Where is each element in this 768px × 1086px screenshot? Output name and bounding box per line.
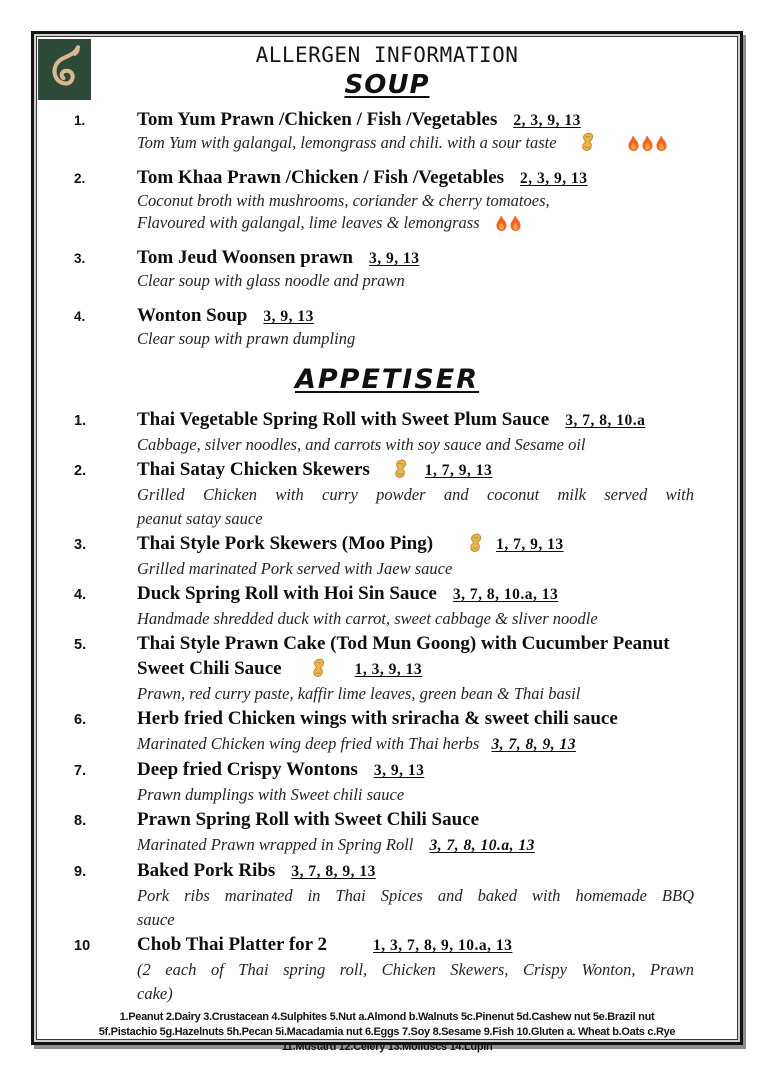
item-number: 3.	[74, 251, 86, 266]
menu-item-appetiser-10	[37, 933, 737, 1006]
peanut-icon	[392, 459, 409, 479]
menu-item-appetiser-4	[37, 582, 737, 631]
item-description: Cabbage, silver noodles, and carrots with soy sauce and Sesame oil	[137, 435, 586, 454]
item-title: Herb fried Chicken wings with sriracha & sweet chili sauce	[137, 708, 618, 729]
spice-level-3	[626, 132, 668, 154]
allergen-legend-line3: 11.Mustard 12.Celery 13.Molluscs 14.Lupin	[281, 1041, 493, 1053]
item-title: Chob Thai Platter for 2	[137, 934, 328, 955]
item-title: Prawn Spring Roll with Sweet Chili Sauce	[137, 809, 480, 830]
flame-icon	[655, 135, 668, 152]
peanut-icon	[579, 132, 596, 152]
allergen-codes: 3, 7, 8, 10.a	[565, 412, 646, 429]
item-description: Grilled marinated Pork served with Jaew sauce	[137, 559, 453, 578]
flame-icon	[641, 135, 654, 152]
item-description: sauce	[137, 910, 175, 929]
menu-item-appetiser-3	[37, 532, 737, 581]
item-description: Grilled Chicken with curry powder and coconut milk served with	[137, 485, 694, 504]
allergen-codes: 3, 7, 8, 10.a, 13	[429, 837, 535, 854]
section-heading-soup: SOUP	[344, 70, 430, 100]
spice-level-2	[494, 212, 522, 234]
item-number: 8.	[74, 813, 87, 829]
menu-item-appetiser-1	[37, 408, 737, 457]
item-title: Duck Spring Roll with Hoi Sin Sauce	[137, 583, 437, 604]
menu-item-appetiser-6	[37, 707, 737, 757]
item-title: Thai Satay Chicken Skewers	[137, 459, 370, 480]
item-number: 4.	[74, 309, 86, 324]
item-title: Tom Khaa Prawn /Chicken / Fish /Vegetables	[137, 167, 505, 188]
item-description: Marinated Prawn wrapped in Spring Roll	[137, 835, 414, 854]
allergen-legend-line2: 5f.Pistachio 5g.Hazelnuts 5h.Pecan 5i.Macadamia nut 6.Eggs 7.Soy 8.Sesame 9.Fish 10.Gluten a. Wheat b.Oats c.Rye	[98, 1026, 676, 1038]
item-description: Clear soup with glass noodle and prawn	[137, 271, 405, 290]
item-title: Baked Pork Ribs	[137, 860, 276, 881]
item-description: (2 each of Thai spring roll, Chicken Skewers, Crispy Wonton, Prawn	[137, 960, 694, 979]
menu-item-soup-4	[37, 304, 737, 350]
flame-icon	[509, 215, 522, 232]
allergen-codes: 3, 7, 8, 9, 13	[291, 863, 376, 880]
peanut-icon	[310, 658, 327, 678]
item-description: Tom Yum with galangal, lemongrass and chili. with a sour taste	[137, 133, 557, 152]
menu-item-appetiser-7	[37, 758, 737, 807]
item-number: 1.	[74, 413, 87, 429]
allergen-codes: 3, 9, 13	[263, 308, 314, 325]
item-number: 2.	[74, 171, 86, 186]
allergen-codes: 1, 7, 9, 13	[424, 462, 493, 479]
item-description: peanut satay sauce	[137, 509, 263, 528]
item-title: Thai Vegetable Spring Roll with Sweet Plum Sauce	[137, 409, 550, 430]
item-number: 5.	[74, 637, 87, 653]
item-description: Clear soup with prawn dumpling	[137, 329, 356, 348]
allergen-codes: 3, 9, 13	[368, 250, 420, 267]
item-number: 4.	[74, 587, 87, 603]
item-title: Tom Yum Prawn /Chicken / Fish /Vegetables	[137, 109, 498, 130]
menu-item-soup-2	[37, 166, 737, 234]
allergen-codes: 1, 3, 7, 8, 9, 10.a, 13	[373, 937, 513, 954]
allergen-codes: 1, 3, 9, 13	[354, 661, 423, 678]
item-description: cake)	[137, 984, 173, 1003]
restaurant-logo	[38, 39, 91, 100]
page-title: ALLERGEN INFORMATION	[255, 43, 519, 67]
allergen-legend-line1: 1.Peanut 2.Dairy 3.Crustacean 4.Sulphites 5.Nut a.Almond b.Walnuts 5c.Pinenut 5d.Cashew nut 5e.Brazil nut	[119, 1011, 655, 1023]
item-number: 9.	[74, 864, 87, 880]
item-title: Tom Jeud Woonsen prawn	[137, 247, 353, 268]
allergen-legend	[37, 1010, 737, 1055]
peanut-icon	[467, 533, 484, 553]
menu-item-soup-1	[37, 108, 737, 154]
item-description: Coconut broth with mushrooms, coriander & cherry tomatoes,	[137, 191, 550, 210]
item-title: Thai Style Prawn Cake (Tod Mun Goong) with Cucumber Peanut	[137, 633, 670, 654]
item-number: 2.	[74, 463, 87, 479]
menu-item-soup-3	[37, 246, 737, 292]
item-number: 7.	[74, 763, 87, 779]
allergen-codes: 3, 9, 13	[373, 762, 425, 779]
allergen-codes: 2, 3, 9, 13	[520, 170, 588, 187]
allergen-codes: 3, 7, 8, 10.a, 13	[452, 586, 559, 603]
item-description: Marinated Chicken wing deep fried with Thai herbs	[137, 734, 480, 753]
menu-item-appetiser-2	[37, 458, 737, 531]
item-description: Flavoured with galangal, lime leaves & lemongrass	[137, 213, 480, 232]
item-description: Prawn, red curry paste, kaffir lime leaves, green bean & Thai basil	[137, 684, 581, 703]
menu-frame	[36, 36, 738, 1053]
item-title: Wonton Soup	[137, 305, 248, 326]
flame-icon	[495, 215, 508, 232]
item-description: Prawn dumplings with Sweet chili sauce	[137, 785, 405, 804]
item-title: Deep fried Crispy Wontons	[137, 759, 358, 780]
item-number: 10	[74, 938, 91, 954]
flame-icon	[627, 135, 640, 152]
section-heading-appetiser: APPETISER	[294, 364, 480, 395]
item-number: 1.	[74, 113, 86, 128]
thai-script-logo-icon	[43, 44, 87, 96]
allergen-codes: 3, 7, 8, 9, 13	[491, 736, 576, 753]
item-title-line2: Sweet Chili Sauce	[137, 658, 282, 679]
menu-item-appetiser-8	[37, 808, 737, 858]
allergen-codes: 1, 7, 9, 13	[496, 536, 564, 553]
item-title: Thai Style Pork Skewers (Moo Ping)	[137, 533, 434, 554]
item-description: Pork ribs marinated in Thai Spices and baked with homemade BBQ	[137, 886, 694, 905]
item-description: Handmade shredded duck with carrot, sweet cabbage & sliver noodle	[137, 609, 598, 628]
item-number: 3.	[74, 537, 87, 553]
menu-item-appetiser-9	[37, 859, 737, 932]
allergen-codes: 2, 3, 9, 13	[513, 112, 581, 129]
menu-item-appetiser-5	[37, 632, 737, 706]
item-number: 6.	[74, 712, 87, 728]
